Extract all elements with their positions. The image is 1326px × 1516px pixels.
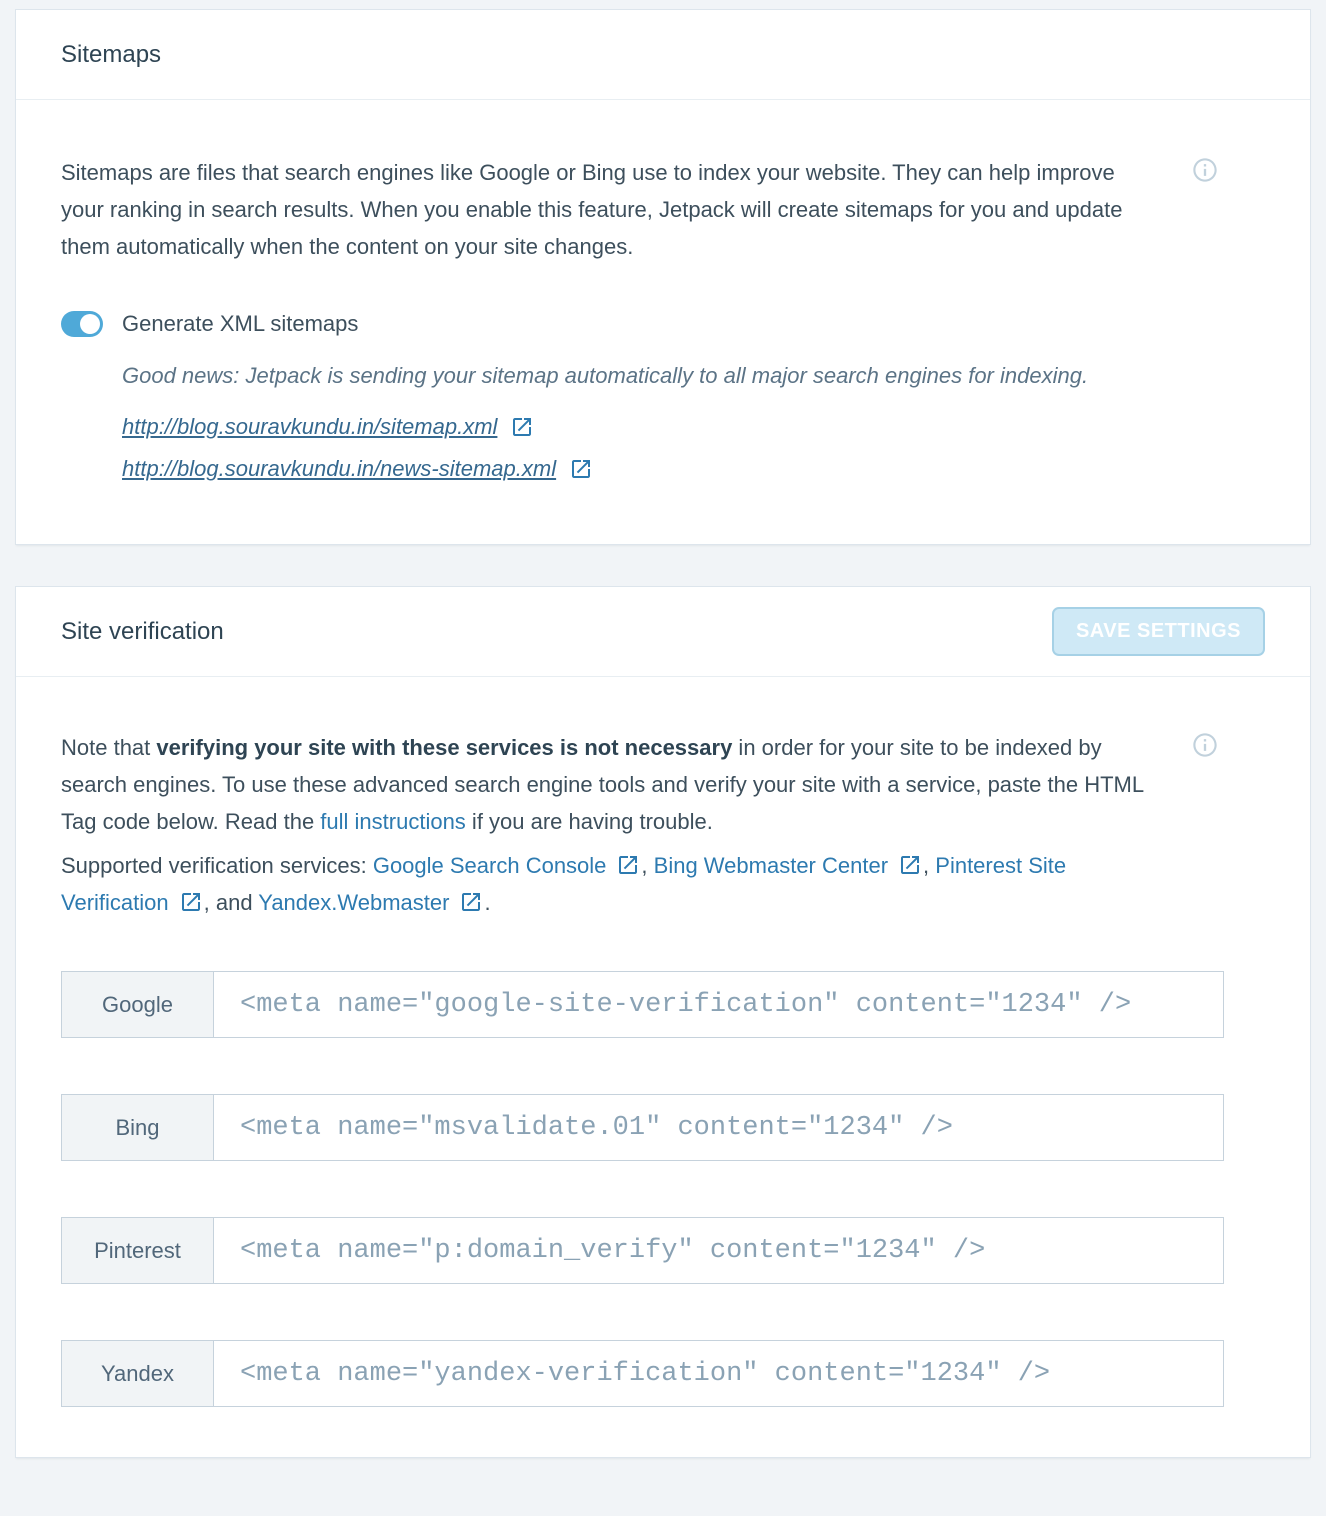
site-verification-title: Site verification	[61, 617, 224, 645]
sitemap-link-row	[122, 456, 1265, 482]
services-separator: ,	[641, 853, 654, 878]
yandex-verification-input[interactable]	[214, 1341, 1223, 1406]
info-icon[interactable]	[1191, 731, 1219, 759]
note-middle: in order for your site to be indexed by search engines. To use these advanced search engine tools and verify your site with a service, paste the HTML Tag code below. Read the	[61, 735, 1144, 834]
full-instructions-link[interactable]: full instructions	[320, 809, 466, 834]
sitemaps-title: Sitemaps	[61, 40, 162, 68]
services-separator: , and	[203, 890, 259, 915]
generate-xml-sitemaps-toggle[interactable]	[61, 311, 103, 337]
info-icon[interactable]	[1191, 156, 1219, 184]
external-link-icon	[179, 890, 203, 914]
site-verification-card	[15, 586, 1311, 1458]
toggle-knob	[80, 314, 100, 334]
note-suffix: if you are having trouble.	[465, 809, 713, 834]
external-link-icon	[898, 853, 922, 877]
sitemap-link-row	[122, 414, 1265, 440]
external-link-icon	[616, 853, 640, 877]
bing-label: Bing	[62, 1095, 214, 1160]
google-verification-row	[61, 971, 1224, 1038]
save-settings-button[interactable]: SAVE SETTINGS	[1052, 607, 1265, 656]
bing-verification-input[interactable]	[214, 1095, 1223, 1160]
google-search-console-link[interactable]: Google Search Console	[372, 853, 607, 878]
site-verification-card-body	[16, 677, 1310, 1457]
bing-webmaster-center-link[interactable]: Bing Webmaster Center	[653, 853, 889, 878]
verification-note	[61, 729, 1153, 840]
yandex-verification-row	[61, 1340, 1224, 1407]
generate-xml-sitemaps-row	[61, 311, 1265, 337]
google-verification-input[interactable]	[214, 972, 1223, 1037]
note-prefix: Note that	[61, 735, 157, 760]
bing-verification-row	[61, 1094, 1224, 1161]
news-sitemap-xml-link[interactable]: http://blog.souravkundu.in/news-sitemap.xml	[122, 456, 557, 481]
sitemaps-card-header	[16, 10, 1310, 100]
services-prefix: Supported verification services:	[61, 853, 373, 878]
sitemaps-card-body	[16, 100, 1310, 544]
external-link-icon	[510, 415, 534, 439]
external-link-icon	[569, 457, 593, 481]
sitemaps-toggle-children	[122, 357, 1265, 482]
sitemaps-card	[15, 9, 1311, 545]
verification-fields	[61, 971, 1265, 1407]
generate-xml-sitemaps-label[interactable]: Generate XML sitemaps	[122, 311, 359, 336]
sitemaps-description-section	[61, 154, 1265, 265]
services-separator: .	[484, 890, 491, 915]
pinterest-verification-row	[61, 1217, 1224, 1284]
google-label: Google	[62, 972, 214, 1037]
supported-services-line	[61, 847, 1153, 921]
yandex-label: Yandex	[62, 1341, 214, 1406]
verification-description-section	[61, 729, 1265, 921]
site-verification-card-header	[16, 587, 1310, 677]
services-separator: ,	[923, 853, 936, 878]
note-bold: verifying your site with these services is not necessary	[156, 735, 733, 760]
yandex-webmaster-link[interactable]: Yandex.Webmaster	[258, 890, 450, 915]
sitemaps-description: Sitemaps are files that search engines like Google or Bing use to index your website. They can help improve your ranking in search results. When you enable this feature, Jetpack will create sitemaps for you and update them automatically when the content on your site changes.	[61, 160, 1123, 259]
sitemap-xml-link[interactable]: http://blog.souravkundu.in/sitemap.xml	[122, 414, 498, 439]
pinterest-verification-input[interactable]	[214, 1218, 1223, 1283]
sitemaps-explanation: Good news: Jetpack is sending your sitemap automatically to all major search engines for indexing.	[122, 363, 1089, 388]
pinterest-site-verification-link[interactable]: Pinterest Site Verification	[61, 853, 1067, 915]
external-link-icon	[459, 890, 483, 914]
pinterest-label: Pinterest	[62, 1218, 214, 1283]
